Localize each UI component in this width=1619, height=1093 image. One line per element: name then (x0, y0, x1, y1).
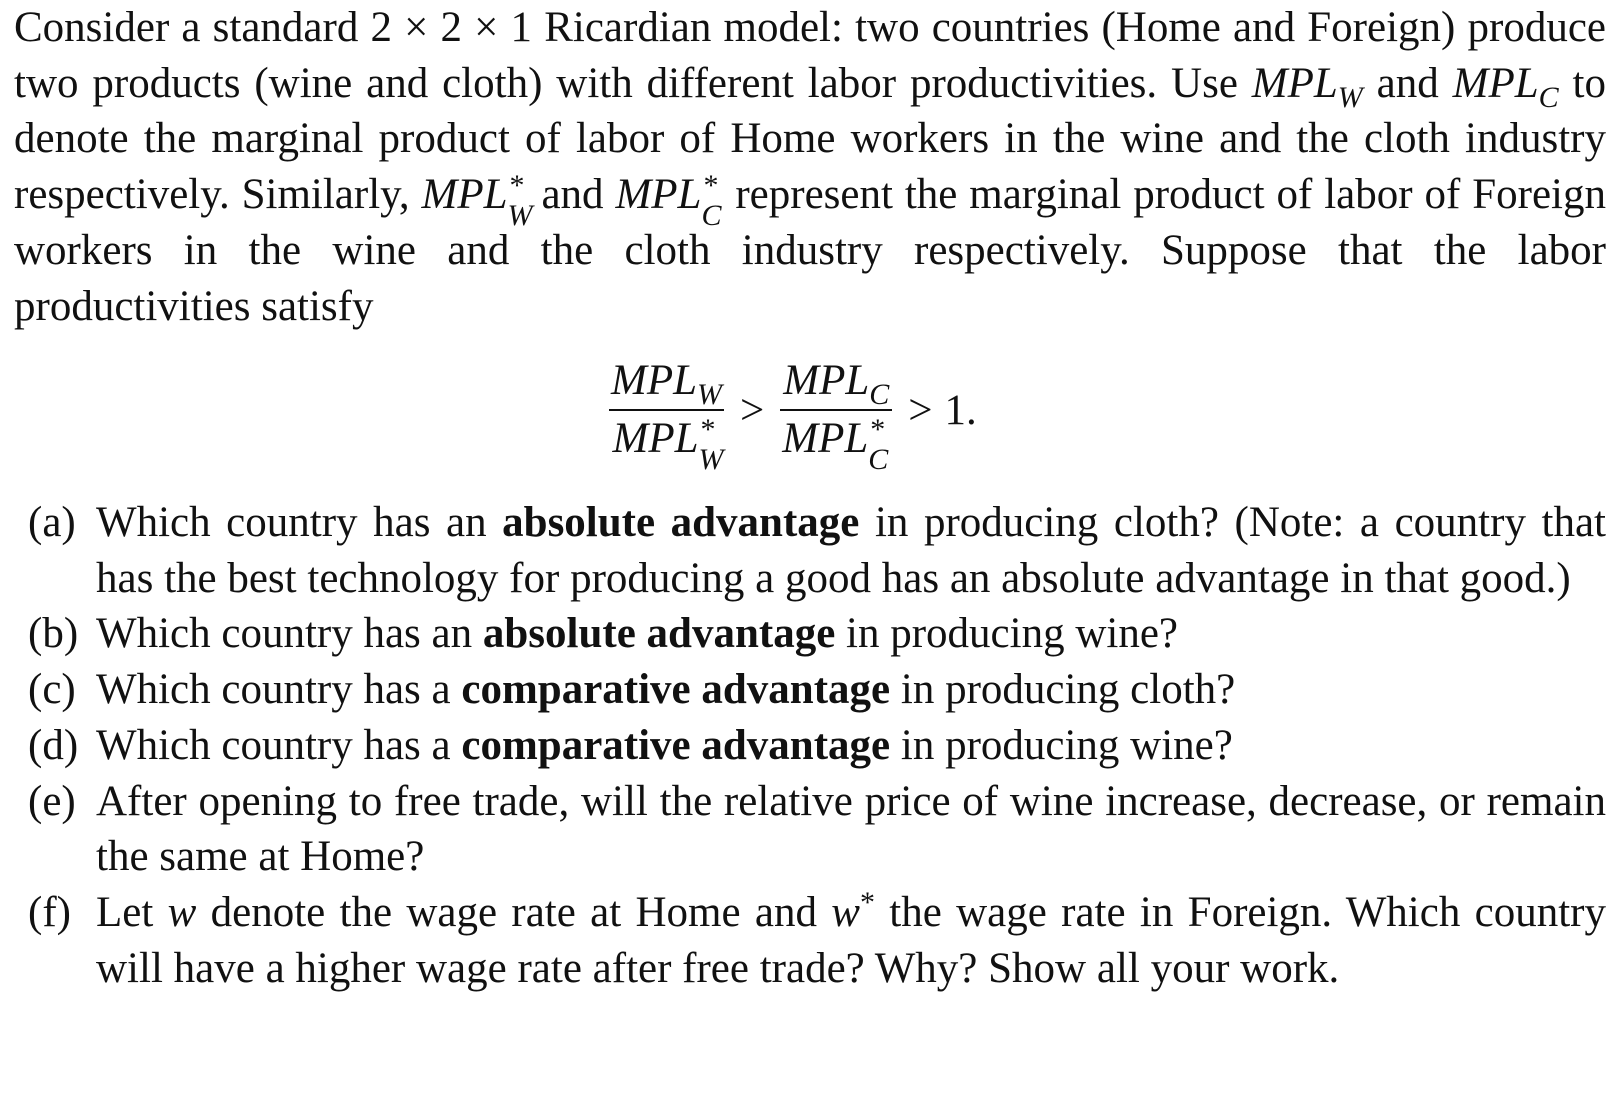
intro-text-4: and (529, 171, 616, 219)
greater-than-2: > (908, 386, 933, 434)
question-text: the wage rate in Foreign. Which country will have a higher wage rate after free trade? Why? Show all your work. (96, 888, 1606, 992)
question-text: in producing wine? (890, 721, 1233, 769)
fraction-wine-denominator: MPL * W (612, 413, 724, 476)
star-mark: * (859, 885, 875, 919)
mpl-c-star-symbol: MPL * C (615, 169, 722, 233)
den-base: MPL (612, 415, 699, 462)
intro-text-3: to denote the marginal product of labor of Home workers in the wine and the cloth industry respectively. Similarly, (14, 59, 1606, 219)
question-label: (b) (28, 610, 79, 658)
intro-text-2: and (1362, 59, 1453, 107)
question-a (28, 495, 1606, 606)
question-text: Which country has an (96, 499, 503, 546)
num-base: MPL (783, 357, 870, 404)
inequality-equation (14, 340, 1606, 480)
question-label: (a) (28, 499, 76, 546)
fraction-cloth-numerator (781, 353, 891, 409)
question-e (28, 774, 1606, 885)
question-label: (d) (28, 721, 79, 769)
num-base: MPL (611, 357, 697, 404)
intro-paragraph (14, 0, 1606, 334)
question-b (28, 606, 1606, 662)
greater-than-1: > (740, 386, 765, 434)
mpl-sub-w: W (1337, 80, 1363, 114)
question-text: Which country has a (96, 666, 462, 714)
mpl-base: MPL (615, 171, 702, 219)
question-c (28, 662, 1606, 718)
document-page (14, 0, 1606, 1093)
wage-symbol-home: w (167, 888, 197, 936)
fraction-wine-numerator (609, 353, 724, 409)
question-label: (e) (28, 777, 76, 825)
equation-row (605, 340, 977, 480)
question-text: After opening to free trade, will the relative price of wine increase, decrease, or remain the same at Home? (96, 777, 1606, 881)
question-list (28, 495, 1606, 996)
fraction-wine (609, 353, 724, 476)
question-text: Which country has a (96, 721, 462, 769)
intro-text-1: Consider a standard 2 × 2 × 1 Ricardian model: two countries (Home and Foreign) produce two products (wine and cloth) with different labor productivities. Use (14, 4, 1606, 107)
question-text: denote the wage rate at Home and (196, 888, 832, 936)
equation-rhs: 1. (944, 386, 977, 434)
question-text: in producing cloth? (Note: a country that has the best technology for producing a good has an absolute advantage in that good.) (96, 499, 1606, 602)
question-text: in producing cloth? (890, 666, 1236, 714)
mpl-w-symbol (1251, 59, 1363, 114)
intro-text (14, 0, 1606, 334)
num-sub: W (697, 378, 722, 411)
mpl-base: MPL (421, 171, 508, 219)
den-base: MPL (782, 415, 869, 462)
fraction-cloth-denominator: MPL * C (782, 413, 889, 476)
question-bold: absolute advantage (482, 610, 836, 658)
num-sub: C (869, 378, 890, 411)
question-label: (c) (28, 666, 76, 714)
wage-symbol-foreign: w (831, 888, 860, 936)
question-label: (f) (28, 888, 71, 936)
question-bold: comparative advantage (461, 721, 891, 769)
mpl-c-symbol (1452, 59, 1559, 114)
mpl-base: MPL (1251, 59, 1338, 107)
question-d (28, 718, 1606, 774)
intro-text-5: represent the marginal product of labor of Foreign workers in the wine and the cloth industry respectively. Suppose that the labor productivities satisfy (14, 171, 1606, 330)
question-f (28, 885, 1606, 996)
mpl-w-star-symbol: MPL * W (421, 169, 533, 233)
question-text: Let (96, 888, 168, 936)
fraction-cloth (780, 353, 892, 476)
mpl-base: MPL (1452, 59, 1539, 107)
mpl-sub-c: C (1538, 80, 1559, 114)
question-bold: absolute advantage (502, 499, 860, 546)
question-text: Which country has an (96, 610, 483, 658)
question-bold: comparative advantage (461, 666, 891, 714)
question-text: in producing wine? (835, 610, 1179, 658)
